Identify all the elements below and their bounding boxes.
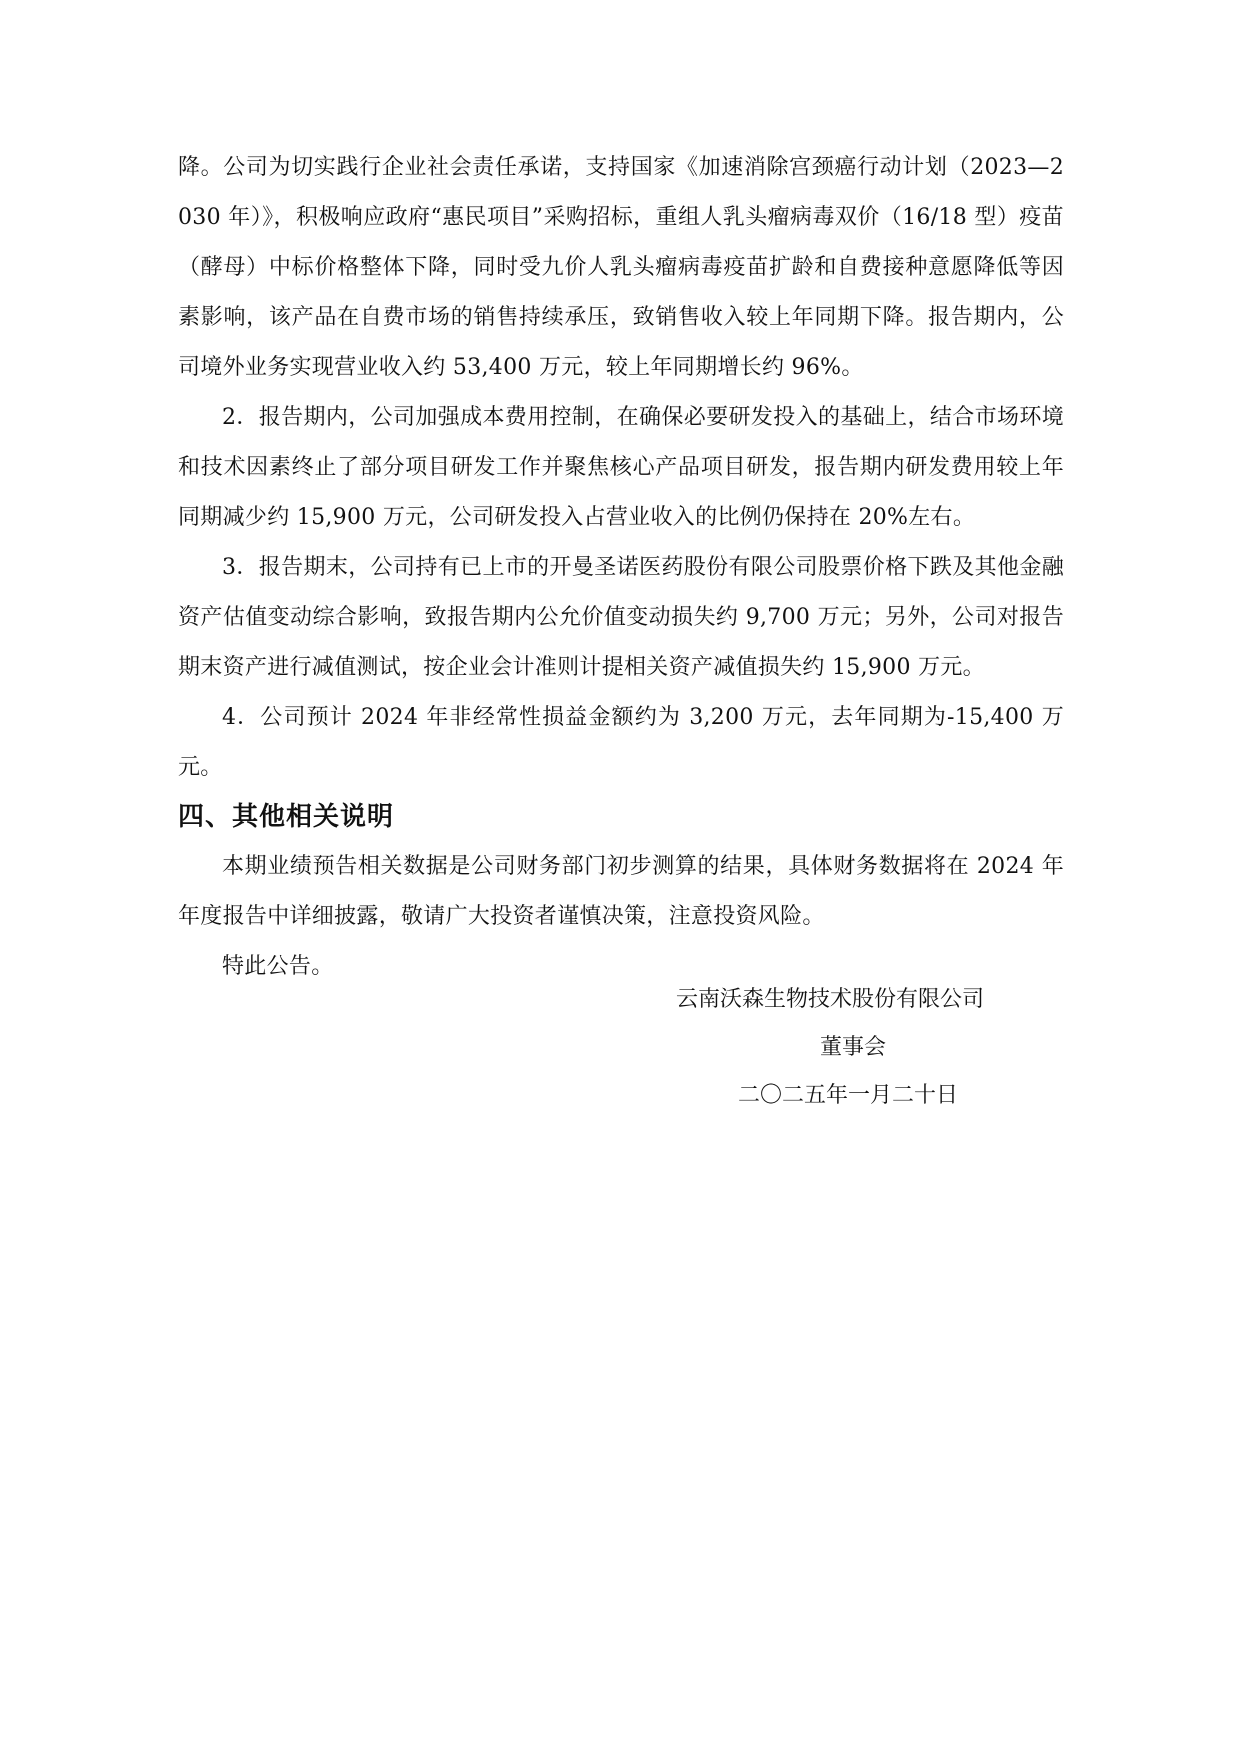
paragraph-item-4: 4．公司预计 2024 年非经常性损益金额约为 3,200 万元，去年同期为-15,400 万元。	[178, 705, 1064, 780]
signature-company: 云南沃森生物技术股份有限公司	[676, 987, 985, 1012]
document-page	[178, 143, 1064, 992]
section-heading: 四、其他相关说明	[178, 802, 395, 832]
paragraph-item-3: 3．报告期末，公司持有已上市的开曼圣诺医药股份有限公司股票价格下跌及其他金融资产估值变动综合影响，致报告期内公允价值变动损失约 9,700 万元；另外，公司对报告期末资产进行减值测试，按企业会计准则计提相关资产减值损失约 15,900 万元。	[178, 555, 1064, 680]
section-paragraph: 本期业绩预告相关数据是公司财务部门初步测算的结果，具体财务数据将在 2024 年年度报告中详细披露，敬请广大投资者谨慎决策，注意投资风险。	[178, 854, 1064, 929]
closing-line: 特此公告。	[222, 954, 334, 979]
paragraph-item-2: 2．报告期内，公司加强成本费用控制，在确保必要研发投入的基础上，结合市场环境和技术因素终止了部分项目研发工作并聚焦核心产品项目研发，报告期内研发费用较上年同期减少约 15,900 万元，公司研发投入占营业收入的比例仍保持在 20%左右。	[178, 405, 1064, 530]
paragraph-continuation: 降。公司为切实践行企业社会责任承诺，支持国家《加速消除宫颈癌行动计划（2023—2030 年）》，积极响应政府“惠民项目”采购招标，重组人乳头瘤病毒双价（16/18 型）疫苗（酵母）中标价格整体下降，同时受九价人乳头瘤病毒疫苗扩龄和自费接种意愿降低等因素影响，该产品在自费市场的销售持续承压，致销售收入较上年同期下降。报告期内，公司境外业务实现营业收入约 53,400 万元，较上年同期增长约 96%。	[178, 155, 1064, 380]
signature-date: 二〇二五年一月二十日	[738, 1083, 959, 1108]
signature-board: 董事会	[820, 1035, 887, 1060]
